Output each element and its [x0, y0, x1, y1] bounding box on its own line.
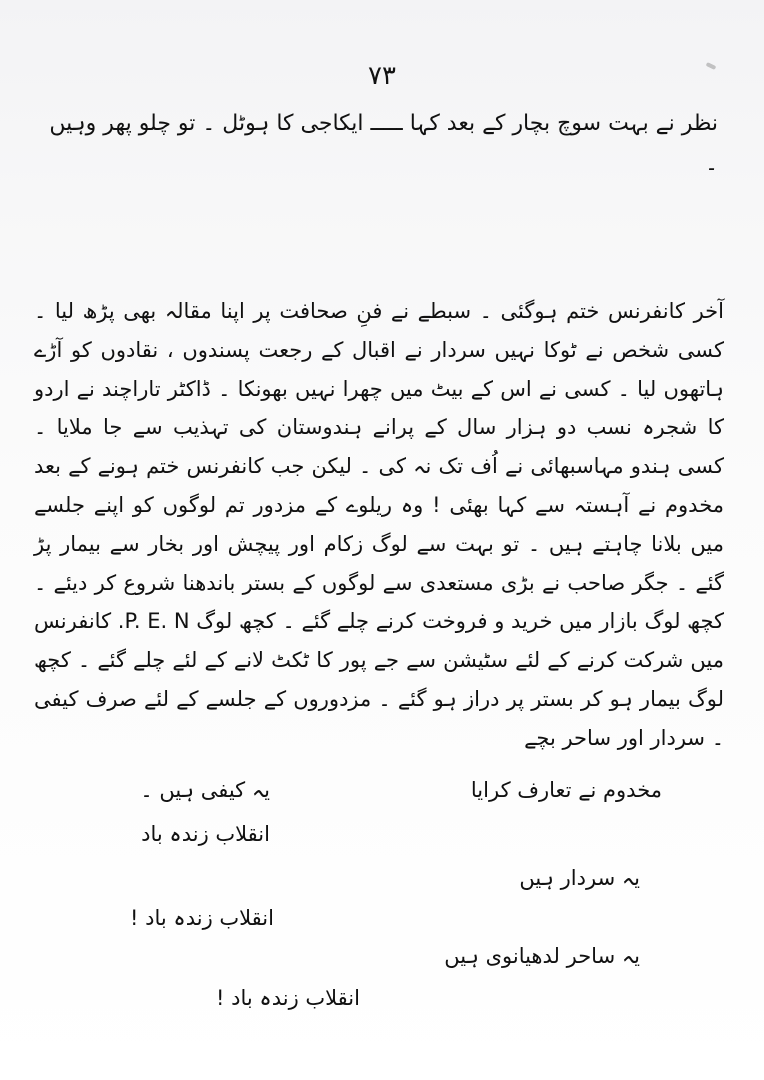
slogan-line: انقلاب زندہ باد ! — [216, 986, 360, 1010]
opening-dialogue: نظر نے بہت سوچ بچار کے بعد کہا ـــــ ایکاجی کا ہوٹل ۔ تو چلو پھر وہیں ۔ — [49, 111, 718, 176]
kaifi-introduction: یہ کیفی ہیں ۔ — [140, 778, 270, 802]
sahir-introduction: یہ ساحر لدھیانوی ہیں — [444, 944, 640, 968]
page-number: ۷۳ — [368, 61, 396, 91]
slogan-line: انقلاب زندہ باد ! — [130, 906, 274, 930]
introduction-lead: مخدوم نے تعارف کرایا — [470, 778, 662, 802]
slogan-line: انقلاب زندہ باد — [141, 822, 270, 846]
sardar-introduction: یہ سردار ہیں — [519, 866, 640, 890]
main-paragraph: آخر کانفرنس ختم ہوگئی ۔ سبطے نے فنِ صحافت پر اپنا مقالہ بھی پڑھ لیا ۔ کسی شخص نے ٹوکا نہیں سردار نے اقبال کے رجعت پسندوں ، نقادوں کو آڑے ہاتھوں لیا ۔ کسی نے اس کے بیٹ میں چھرا نہیں بھونکا ۔ ڈاکٹر تاراچند نے اردو کا شجرہ نسب دو ہزار سال کے پرانے ہندوستان کی تہذیب سے جا ملایا ۔ کسی ہندو مہاسبھائی نے اُف تک نہ کی ۔ لیکن جب کانفرنس ختم ہونے کے بعد مخدوم نے آہستہ سے کہا بھئی ! وہ ریلوے کے مزدور تم لوگوں کو اپنے جلسے میں بلانا چاہتے ہیں ۔ تو بہت سے لوگ زکام اور پیچش اور بخار سے بیمار پڑ گئے ۔ جگر صاحب نے بڑی مستعدی سے لوگوں کے بستر باندھنا شروع کر دیئے ۔ کچھ لوگ بازار میں خرید و فروخت کرنے چلے گئے ۔ کچھ لوگ P. E. N. کانفرنس میں شرکت کرنے کے لئے سٹیشن سے جے پور کا ٹکٹ لانے کے لئے چلے گئے ۔ کچھ لوگ بیمار ہو کر بستر پر دراز ہو گئے ۔ مزدوروں کے جلسے کے لئے صرف کیفی ۔ سردار اور ساحر بچے — [34, 299, 724, 750]
